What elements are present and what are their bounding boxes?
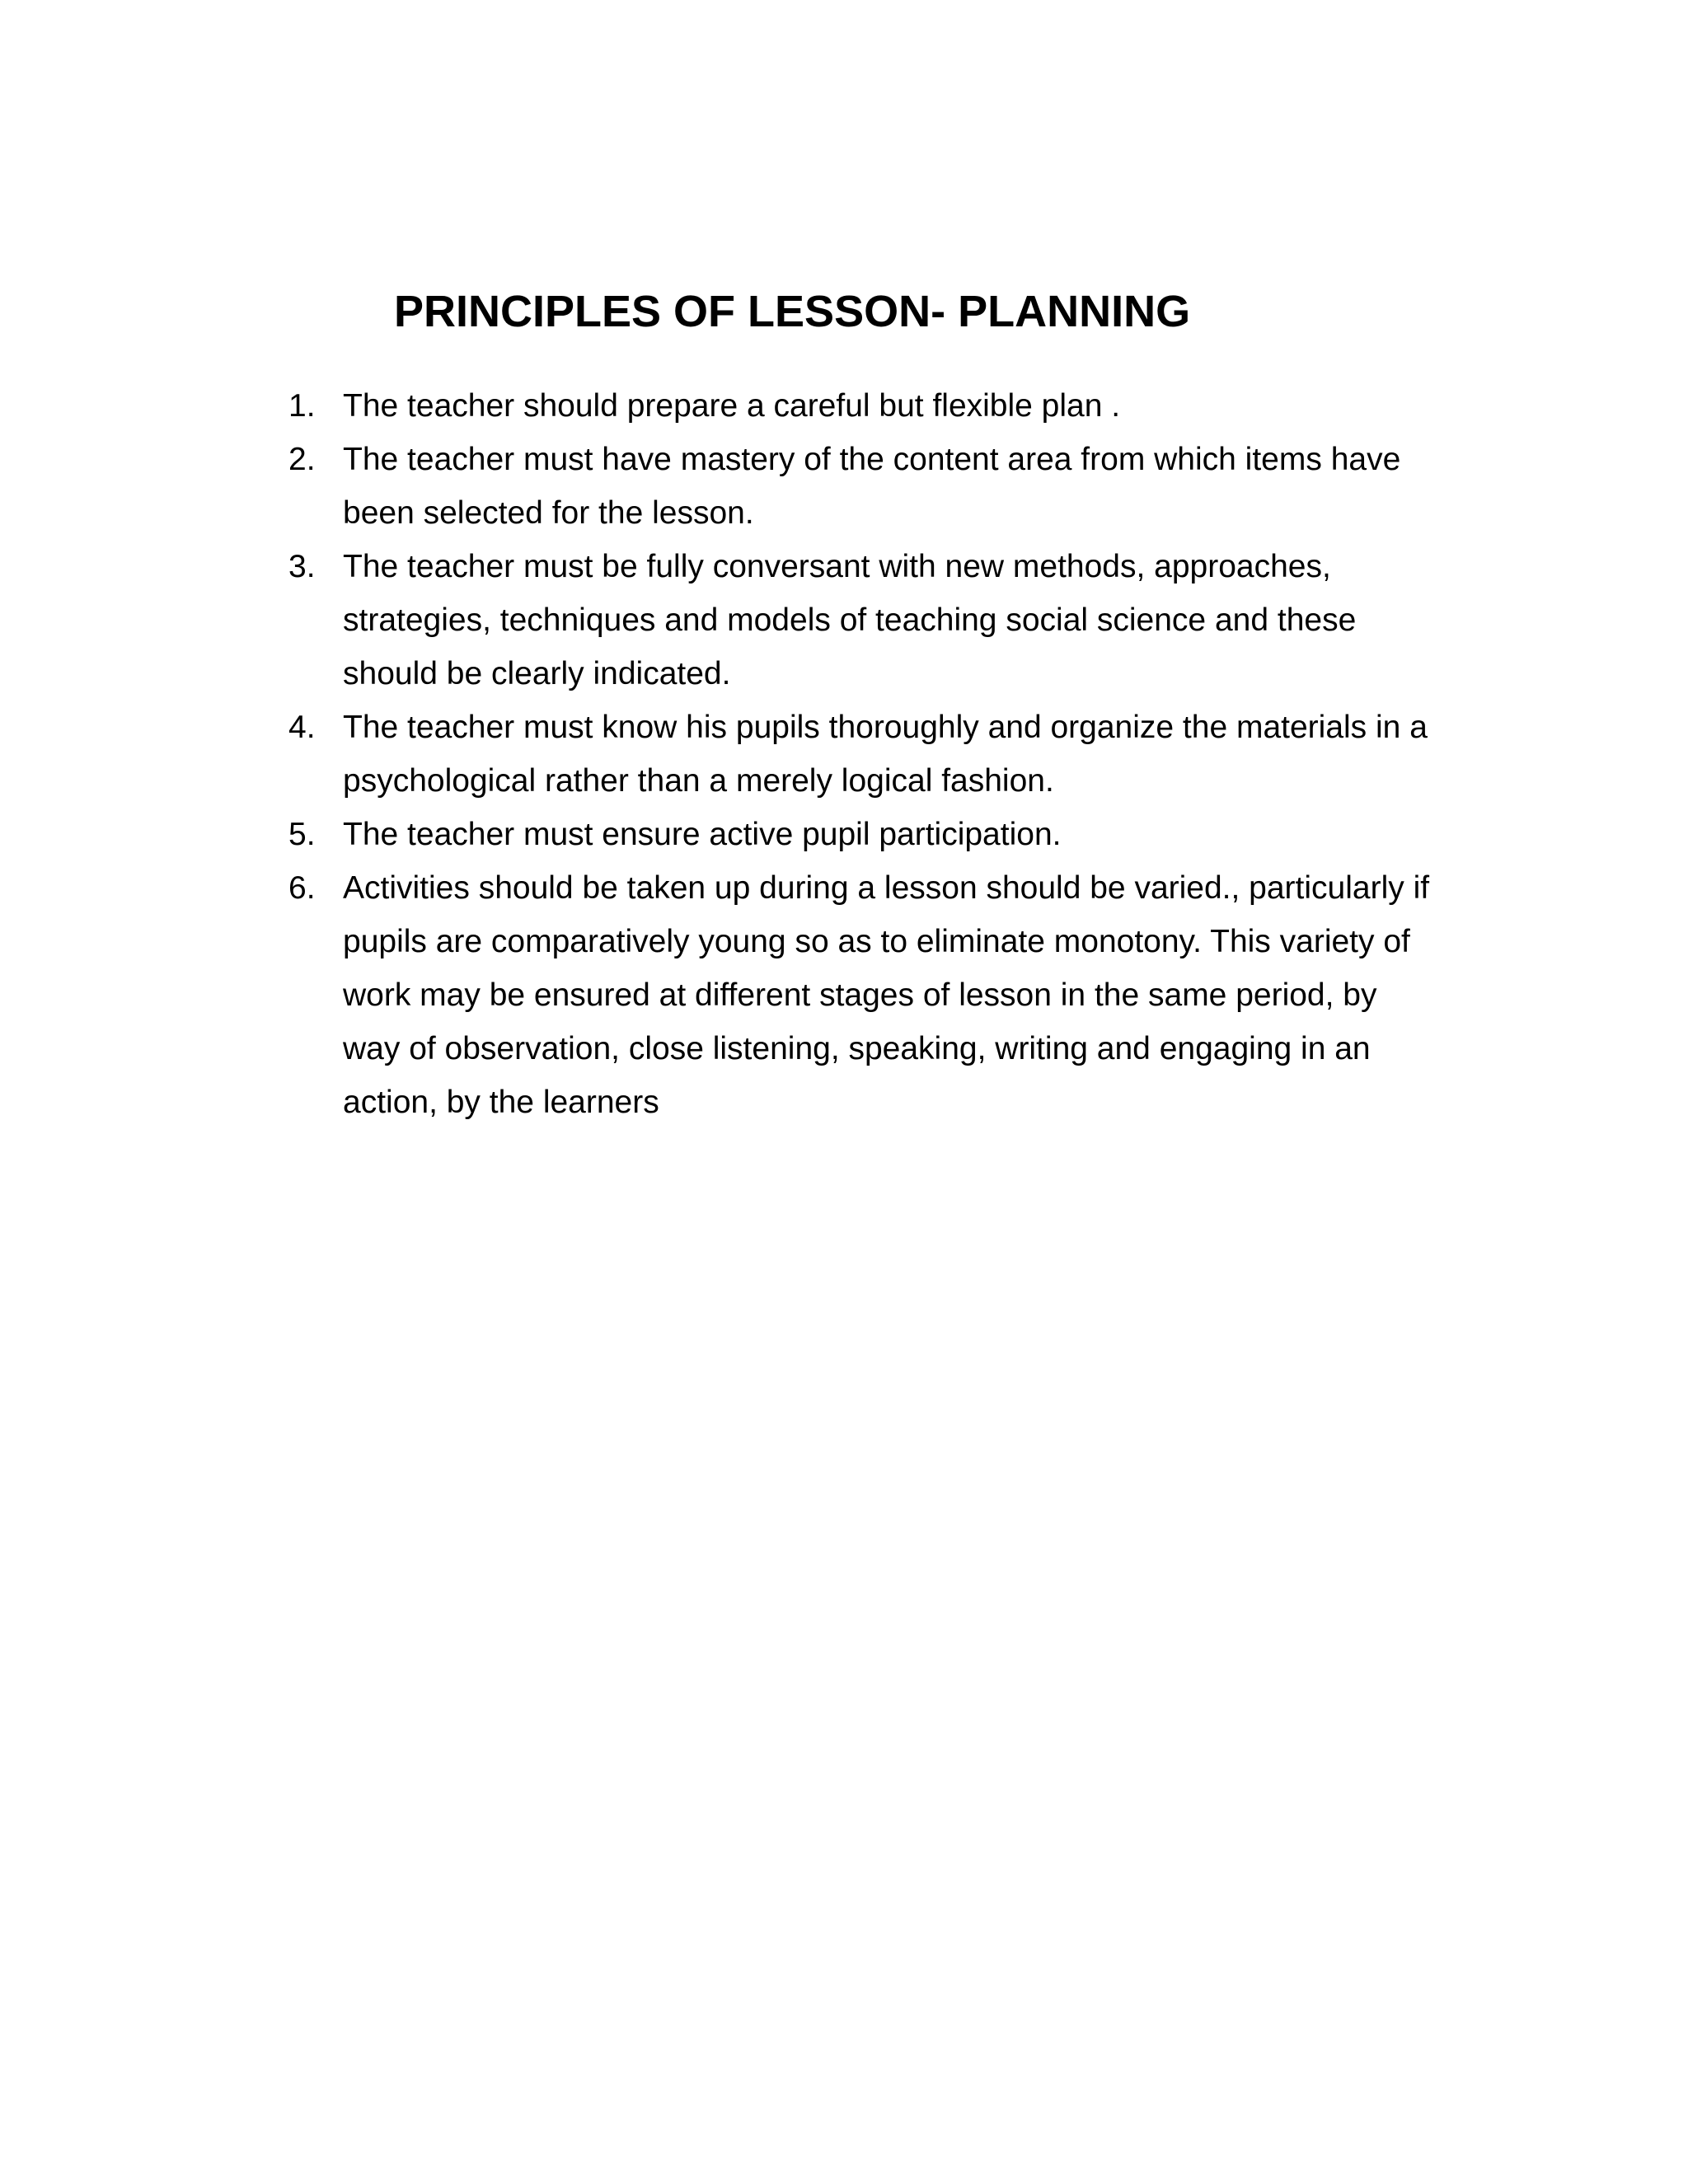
list-item-number: 6. [288,870,316,906]
list-item-text: Activities should be taken up during a lesson should be varied., particularly if pupils are comparatively young so as to eliminate monotony. This variety of work may be ensured at different stages of lesson in the same period, by way of observation, close listening, speaking, writing and engaging in an action, by the learners [343,870,1430,1120]
list-item [288,808,1442,861]
list-item-text: The teacher should prepare a careful but flexible plan . [343,388,1121,424]
list-item [288,861,1442,1129]
list-item-text: The teacher must know his pupils thoroughly and organize the materials in a psychological rather than a merely logical fashion. [343,710,1428,799]
list-item-number: 3. [288,549,316,584]
list-item-number: 2. [288,442,316,477]
list-item [288,701,1442,808]
list-item-number: 4. [288,710,316,745]
list-item [288,379,1442,433]
list-item-text: The teacher must ensure active pupil participation. [343,817,1062,852]
list-item-number: 1. [288,388,316,424]
principles-list [288,379,1442,1129]
list-item-number: 5. [288,817,316,852]
list-item [288,540,1442,701]
list-item-text: The teacher must have mastery of the content area from which items have been selected for the lesson. [343,442,1401,531]
list-item-text: The teacher must be fully conversant with new methods, approaches, strategies, techniques and models of teaching social science and these should be clearly indicated. [343,549,1357,691]
list-item [288,433,1442,540]
document-title: PRINCIPLES OF LESSON- PLANNING [394,287,1191,336]
